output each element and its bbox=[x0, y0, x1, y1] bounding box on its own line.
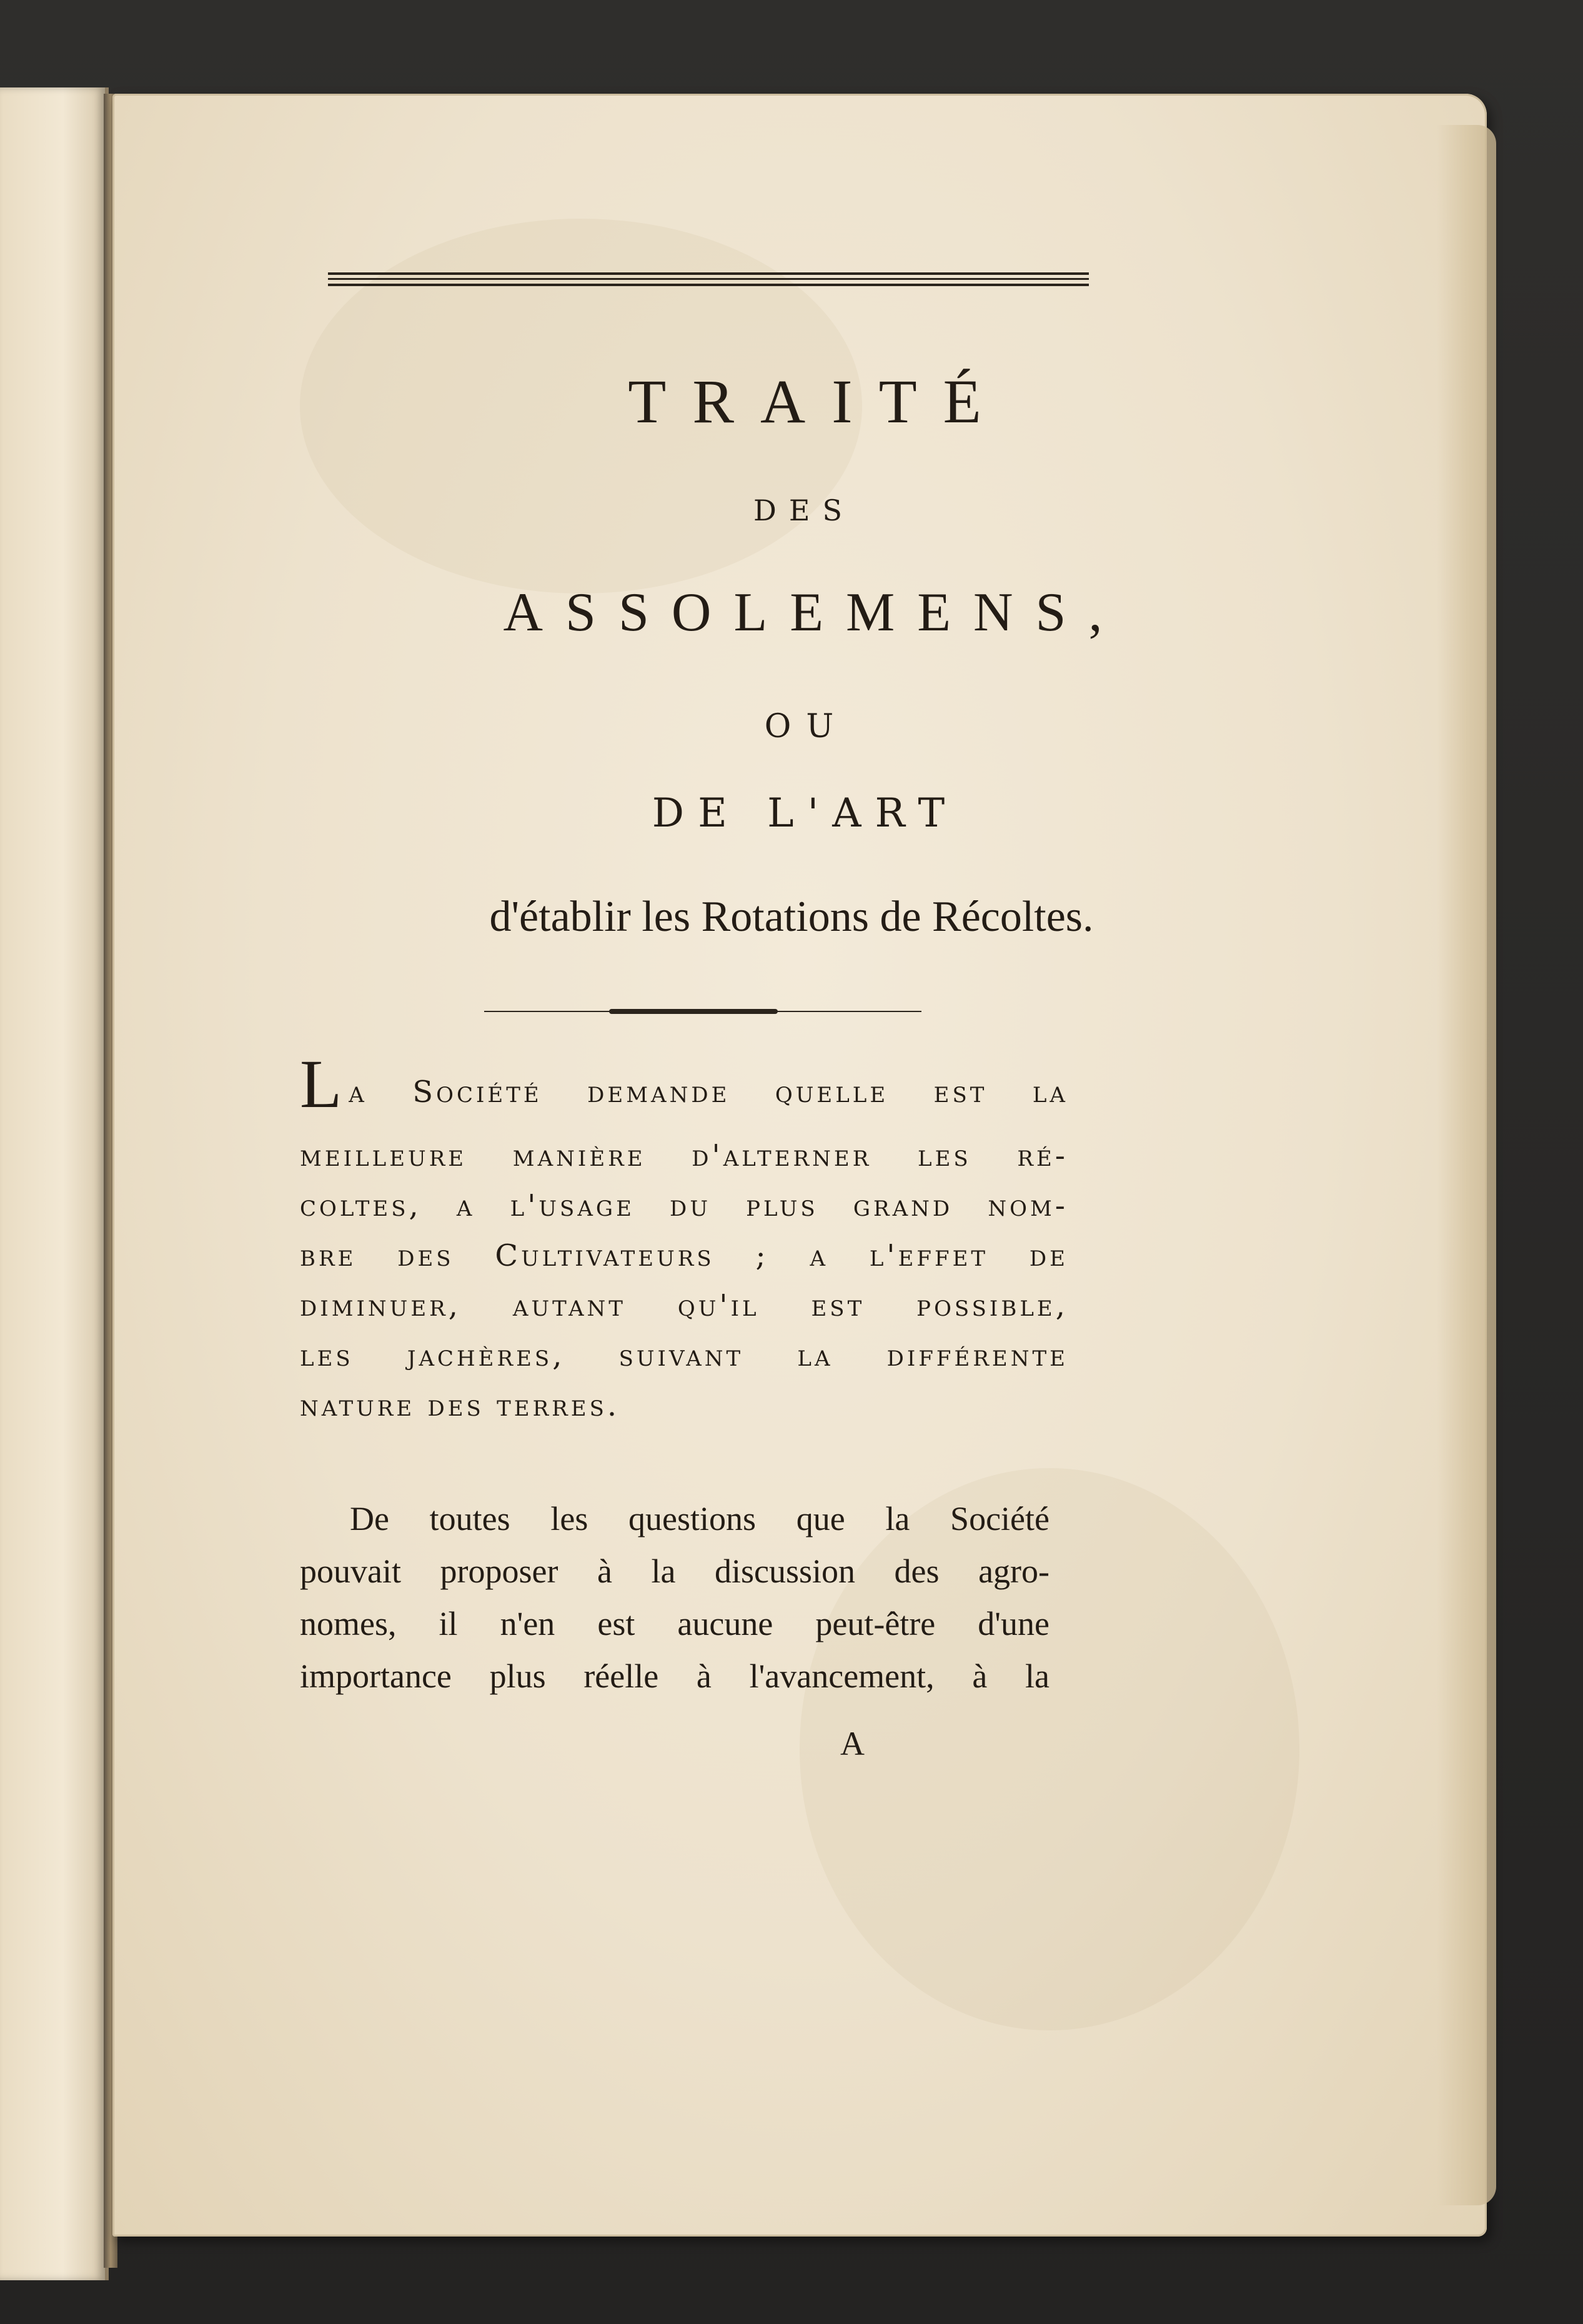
drop-cap: L bbox=[300, 1046, 345, 1122]
page-title: TRAITÉ bbox=[628, 367, 1008, 436]
top-double-rule bbox=[328, 270, 1089, 289]
body-line: importance plus réelle à l'avancement, à la bbox=[300, 1657, 1050, 1695]
title-assolemens: ASSOLEMENS, bbox=[503, 582, 1125, 643]
question-line: coltes, a l'usage du plus grand nom- bbox=[300, 1188, 1068, 1223]
title-ou: OU bbox=[764, 708, 849, 745]
title-des: DES bbox=[753, 494, 855, 527]
title-de-lart: DE L'ART bbox=[652, 790, 959, 837]
section-divider bbox=[484, 1008, 921, 1015]
question-line: bre des Cultivateurs ; a l'effet de bbox=[300, 1238, 1068, 1273]
question-line: les jachères, suivant la différente bbox=[300, 1338, 1068, 1373]
question-line: nature des terres. bbox=[300, 1388, 620, 1423]
body-line: pouvait proposer à la discussion des agro- bbox=[300, 1552, 1050, 1590]
question-line: meilleure manière d'alterner les ré- bbox=[300, 1138, 1068, 1173]
question-line: diminuer, autant qu'il est possible, bbox=[300, 1288, 1068, 1323]
body-line: De toutes les questions que la Société bbox=[350, 1500, 1050, 1537]
signature-mark: A bbox=[840, 1725, 865, 1762]
body-line: nomes, il n'en est aucune peut-être d'une bbox=[300, 1605, 1050, 1642]
question-line: La Société demande quelle est la bbox=[300, 1046, 1068, 1122]
page-subtitle: d'établir les Rotations de Récoltes. bbox=[489, 893, 1094, 941]
